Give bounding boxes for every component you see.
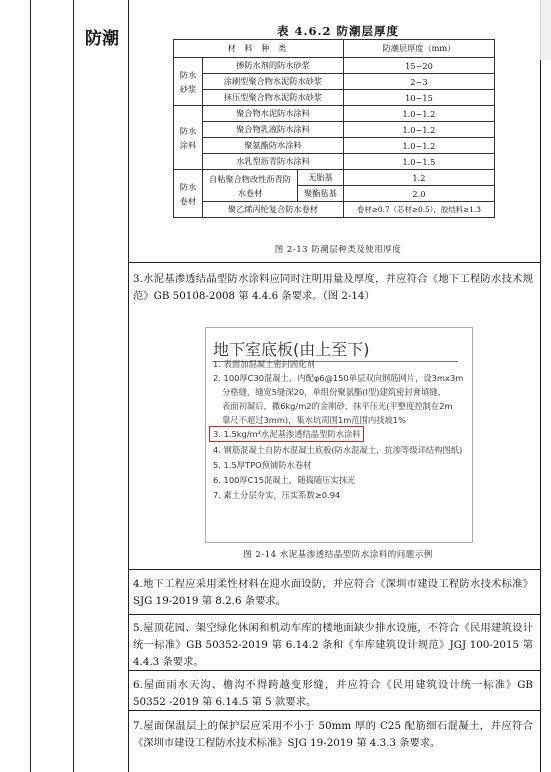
table-cell: 无胎基 xyxy=(298,170,344,186)
header-material: 材 料 种 类 xyxy=(174,40,344,58)
table-row xyxy=(174,74,495,90)
figure-2-13-caption: 图 2-13 防潮层种类及使用厚度 xyxy=(274,245,402,255)
group-membrane: 防水卷材 xyxy=(174,170,203,218)
table-header-row xyxy=(174,40,495,58)
table-cell: 1.0~1.2 xyxy=(343,138,494,154)
figure-item-highlighted: 3. 1.5kg/m²水泥基渗透结晶型防水涂料 xyxy=(213,429,361,439)
moisture-layer-table xyxy=(173,39,495,218)
figure-2-14 xyxy=(205,327,473,543)
table-cell: 聚合物水泥防水涂料 xyxy=(203,106,344,122)
table-row xyxy=(174,138,495,154)
figure-2-14-caption: 图 2-14 水泥基渗透结晶型防水涂料的问题示例 xyxy=(243,550,433,560)
row-divider-1 xyxy=(128,262,540,263)
figure-item: 1. 表面加混凝土密封固化剂 xyxy=(213,359,315,369)
figure-item: 靠尺不超过3mm)，集水坑周围1m范围内找坡1% xyxy=(222,415,406,425)
figure-item: 表面初凝后，撒6kg/m2的金刚砂，抹平压光(平整度控制在2m xyxy=(222,401,453,411)
paragraph-3: 3.水泥基渗透结晶型防水涂料应同时注明用量及厚度，并应符合《地下工程防水技术规范》GB 50108-2008 第 4.4.6 条要求。（图 2-14） xyxy=(133,273,533,302)
table-cell: 聚酯毡基 xyxy=(298,186,344,202)
table-row xyxy=(174,58,495,74)
paragraph-4: 4.地下工程应采用柔性材料在迎水面设防，并应符合《深圳市建设工程防水技术标准》SJG 19-2019 第 8.2.6 条要求。 xyxy=(133,578,533,607)
table-cell: 10~15 xyxy=(343,90,494,106)
header-thickness: 防潮层厚度（mm） xyxy=(343,40,494,58)
figure-item: 5. 1.5厚TPO预铺防水卷材 xyxy=(213,460,312,470)
figure-item: 4. 钢筋混凝土自防水混凝土底板(防水混凝土，抗渗等级详结构图纸) xyxy=(213,445,463,455)
table-cell: 聚合物乳液防水涂料 xyxy=(203,122,344,138)
table-cell: 1.0~1.2 xyxy=(343,122,494,138)
table-cell: 1.2 xyxy=(343,170,494,186)
table-cell: 1.0~1.5 xyxy=(343,154,494,170)
table-cell: 聚氨酯防水涂料 xyxy=(203,138,344,154)
row-divider-3 xyxy=(128,614,540,615)
table-cell: 自粘聚合物改性沥青防水卷材 xyxy=(203,170,298,202)
figure-item: 6. 100厚C15混凝土，随捣随压实抹光 xyxy=(213,475,356,485)
table-cell: 卷材≥0.7（芯材≥0.5），胶结料≥1.3 xyxy=(343,202,494,218)
paragraph-6: 6.屋面雨水天沟、檐沟不得跨越变形缝，并应符合《民用建筑设计统一标准》GB 50352 -2019 第 6.14.5 第 5 款要求。 xyxy=(133,679,533,708)
column-divider-2 xyxy=(128,0,129,772)
left-border xyxy=(30,0,31,772)
table-row xyxy=(174,122,495,138)
group-mortar: 防水砂浆 xyxy=(174,58,203,106)
table-cell: 2.0 xyxy=(343,186,494,202)
paragraph-7: 7.屋面保温层上的保护层应采用不小于 50mm 厚的 C25 配筋细石混凝土，并应符合《深圳市建设工程防水技术标准》SJG 19-2019 第 4.3.3 条要求。 xyxy=(133,720,533,749)
table-cell: 涂刷型聚合物水泥防水砂浆 xyxy=(203,74,344,90)
table-row xyxy=(174,202,495,218)
figure-item: 2. 100厚C30混凝土，内配φ6@150单层双向钢筋网片，设3mx3m xyxy=(213,373,463,383)
scrollbar-edge[interactable] xyxy=(540,0,551,60)
row-divider-2 xyxy=(128,569,540,570)
figure-title: 地下室底板(由上至下) xyxy=(213,340,370,359)
table-cell: 15~20 xyxy=(343,58,494,74)
table-row xyxy=(174,170,495,186)
table-cell: 掺防水剂的防水砂浆 xyxy=(203,58,344,74)
table-row xyxy=(174,154,495,170)
table-cell: 水乳型沥青防水涂料 xyxy=(203,154,344,170)
red-highlight-box xyxy=(209,426,364,442)
table-row xyxy=(174,106,495,122)
table-cell: 抹压型聚合物水泥防水砂浆 xyxy=(203,90,344,106)
table-caption: 表 4.6.2 防潮层厚度 xyxy=(276,24,400,38)
table-row xyxy=(174,90,495,106)
column-divider-1 xyxy=(73,0,74,772)
table-cell: 聚乙烯丙纶复合防水卷材 xyxy=(203,202,344,218)
right-border xyxy=(540,0,541,772)
group-coating: 防水涂料 xyxy=(174,106,203,170)
figure-item: 分格缝，缝宽5缝深20，单组份聚氨酯(Ⅰ型)建筑密封膏填缝， xyxy=(222,387,446,397)
section-label: 防潮 xyxy=(85,29,119,49)
table-cell: 2~3 xyxy=(343,74,494,90)
table-cell: 1.0~1.2 xyxy=(343,106,494,122)
paragraph-5: 5.屋顶花园、架空绿化休闲和机动车库的楼地面缺少排水设施，不符合《民用建筑设计统一标准》GB 50352-2019 第 6.14.2 条和《车库建筑设计规范》JGJ 100-2015 第 4.4.3 条要求。 xyxy=(133,622,533,668)
figure-item: 7. 素土分层夯实，压实系数≥0.94 xyxy=(213,490,341,500)
